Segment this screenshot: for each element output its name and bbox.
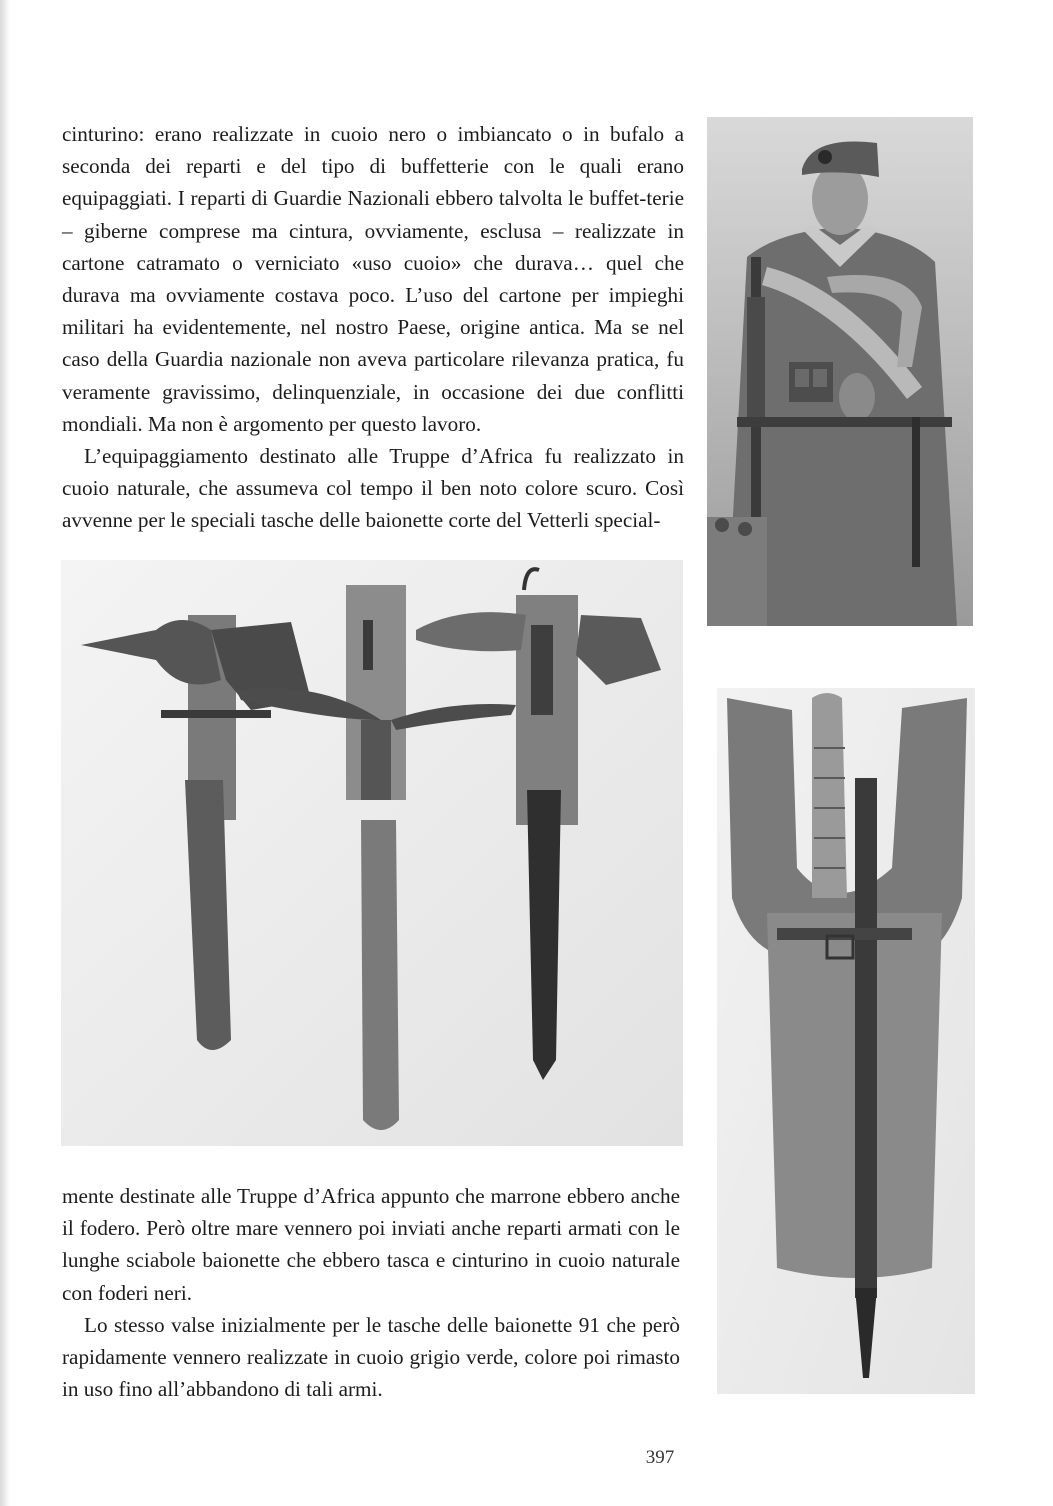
bayonet-sheath-photo xyxy=(717,688,975,1394)
soldier-photo xyxy=(707,117,973,626)
paragraph-3: mente destinate alle Truppe d’Africa appunto che marrone ebbero anche il fodero. Però oltre mare vennero poi inviati anche reparti armati con le lunghe sciabole baionette che ebbero tasca e cinturino in cuoio naturale con foderi neri. xyxy=(62,1184,680,1305)
text-block-top xyxy=(62,118,684,537)
page-edge-shadow xyxy=(0,0,10,1506)
paragraph-2: L’equipaggiamento destinato alle Truppe d’Africa fu realizzato in cuoio naturale, che assumeva col tempo il ben noto colore scuro. Così avvenne per le speciali tasche delle baionette corte del Vetterli special- xyxy=(62,444,684,533)
paragraph-4: Lo stesso valse inizialmente per le tasche delle baionette 91 che però rapidamente vennero realizzate in cuoio grigio verde, colore poi rimasto in uso fino all’abbandono di tali armi. xyxy=(62,1312,680,1402)
text-block-bottom xyxy=(62,1180,680,1405)
paragraph-1: cinturino: erano realizzate in cuoio nero o imbiancato o in bufalo a seconda dei reparti e del tipo di buffetterie con le quali erano equipaggiati. I reparti di Guardie Nazionali ebbero talvolta le buffet-terie – giberne comprese ma cintura, ovviamente, esclusa – realizzate in cartone catramato o verniciato «uso cuoio» che durava… quel che durava ma ovviamente costava poco. L’uso del cartone per impieghi militari ha evidentemente, nel nostro Paese, origine antica. Ma se nel caso della Guardia nazionale non aveva particolare rilevanza pratica, fu veramente gravissimo, delinquenziale, in occasione dei due conflitti mondiali. Ma non è argomento per questo lavoro. xyxy=(62,122,684,436)
page-number: 397 xyxy=(645,1447,675,1468)
tools-photo xyxy=(61,560,683,1146)
